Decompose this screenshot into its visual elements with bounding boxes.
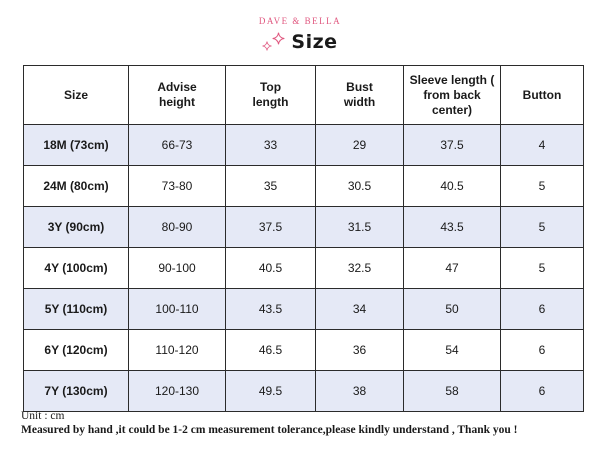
- size-cell: 18M (73cm): [24, 125, 129, 166]
- top-length-cell: 37.5: [226, 207, 316, 248]
- button-cell: 5: [501, 207, 584, 248]
- column-header: Sleeve length ( from back center): [404, 66, 501, 125]
- button-cell: 5: [501, 248, 584, 289]
- table-header-row: [24, 66, 584, 125]
- button-cell: 5: [501, 166, 584, 207]
- column-header: Button: [501, 66, 584, 125]
- top-length-cell: 43.5: [226, 289, 316, 330]
- title-row: [0, 31, 600, 53]
- top-length-cell: 40.5: [226, 248, 316, 289]
- size-table: [23, 65, 584, 412]
- button-cell: 4: [501, 125, 584, 166]
- footer-notes: [21, 409, 517, 437]
- sleeve-length-cell: 37.5: [404, 125, 501, 166]
- height-cell: 66-73: [129, 125, 226, 166]
- bust-width-cell: 30.5: [316, 166, 404, 207]
- height-cell: 120-130: [129, 371, 226, 412]
- size-cell: 3Y (90cm): [24, 207, 129, 248]
- top-length-cell: 35: [226, 166, 316, 207]
- column-header: Size: [24, 66, 129, 125]
- sleeve-length-cell: 58: [404, 371, 501, 412]
- sleeve-length-cell: 43.5: [404, 207, 501, 248]
- column-header: Bust width: [316, 66, 404, 125]
- page-title: Size: [291, 31, 338, 53]
- height-cell: 110-120: [129, 330, 226, 371]
- sparkle-icon: [262, 31, 285, 53]
- size-cell: 4Y (100cm): [24, 248, 129, 289]
- sleeve-length-cell: 40.5: [404, 166, 501, 207]
- table-row: [24, 248, 584, 289]
- sleeve-length-cell: 47: [404, 248, 501, 289]
- height-cell: 73-80: [129, 166, 226, 207]
- height-cell: 80-90: [129, 207, 226, 248]
- size-cell: 24M (80cm): [24, 166, 129, 207]
- button-cell: 6: [501, 371, 584, 412]
- height-cell: 100-110: [129, 289, 226, 330]
- sleeve-length-cell: 50: [404, 289, 501, 330]
- bust-width-cell: 34: [316, 289, 404, 330]
- table-row: [24, 289, 584, 330]
- size-cell: 5Y (110cm): [24, 289, 129, 330]
- bust-width-cell: 29: [316, 125, 404, 166]
- table-row: [24, 125, 584, 166]
- column-header: Advise height: [129, 66, 226, 125]
- top-length-cell: 49.5: [226, 371, 316, 412]
- button-cell: 6: [501, 330, 584, 371]
- bust-width-cell: 38: [316, 371, 404, 412]
- bust-width-cell: 31.5: [316, 207, 404, 248]
- table-row: [24, 330, 584, 371]
- size-cell: 6Y (120cm): [24, 330, 129, 371]
- bust-width-cell: 36: [316, 330, 404, 371]
- size-cell: 7Y (130cm): [24, 371, 129, 412]
- top-length-cell: 33: [226, 125, 316, 166]
- bust-width-cell: 32.5: [316, 248, 404, 289]
- height-cell: 90-100: [129, 248, 226, 289]
- top-length-cell: 46.5: [226, 330, 316, 371]
- table-row: [24, 166, 584, 207]
- unit-note: Unit : cm: [21, 410, 65, 422]
- button-cell: 6: [501, 289, 584, 330]
- tolerance-note: Measured by hand ,it could be 1-2 cm measurement tolerance,please kindly understand , Thank you !: [21, 424, 518, 436]
- table-row: [24, 207, 584, 248]
- table-row: [24, 371, 584, 412]
- brand-name: DAVE & BELLA: [258, 16, 342, 26]
- sleeve-length-cell: 54: [404, 330, 501, 371]
- column-header: Top length: [226, 66, 316, 125]
